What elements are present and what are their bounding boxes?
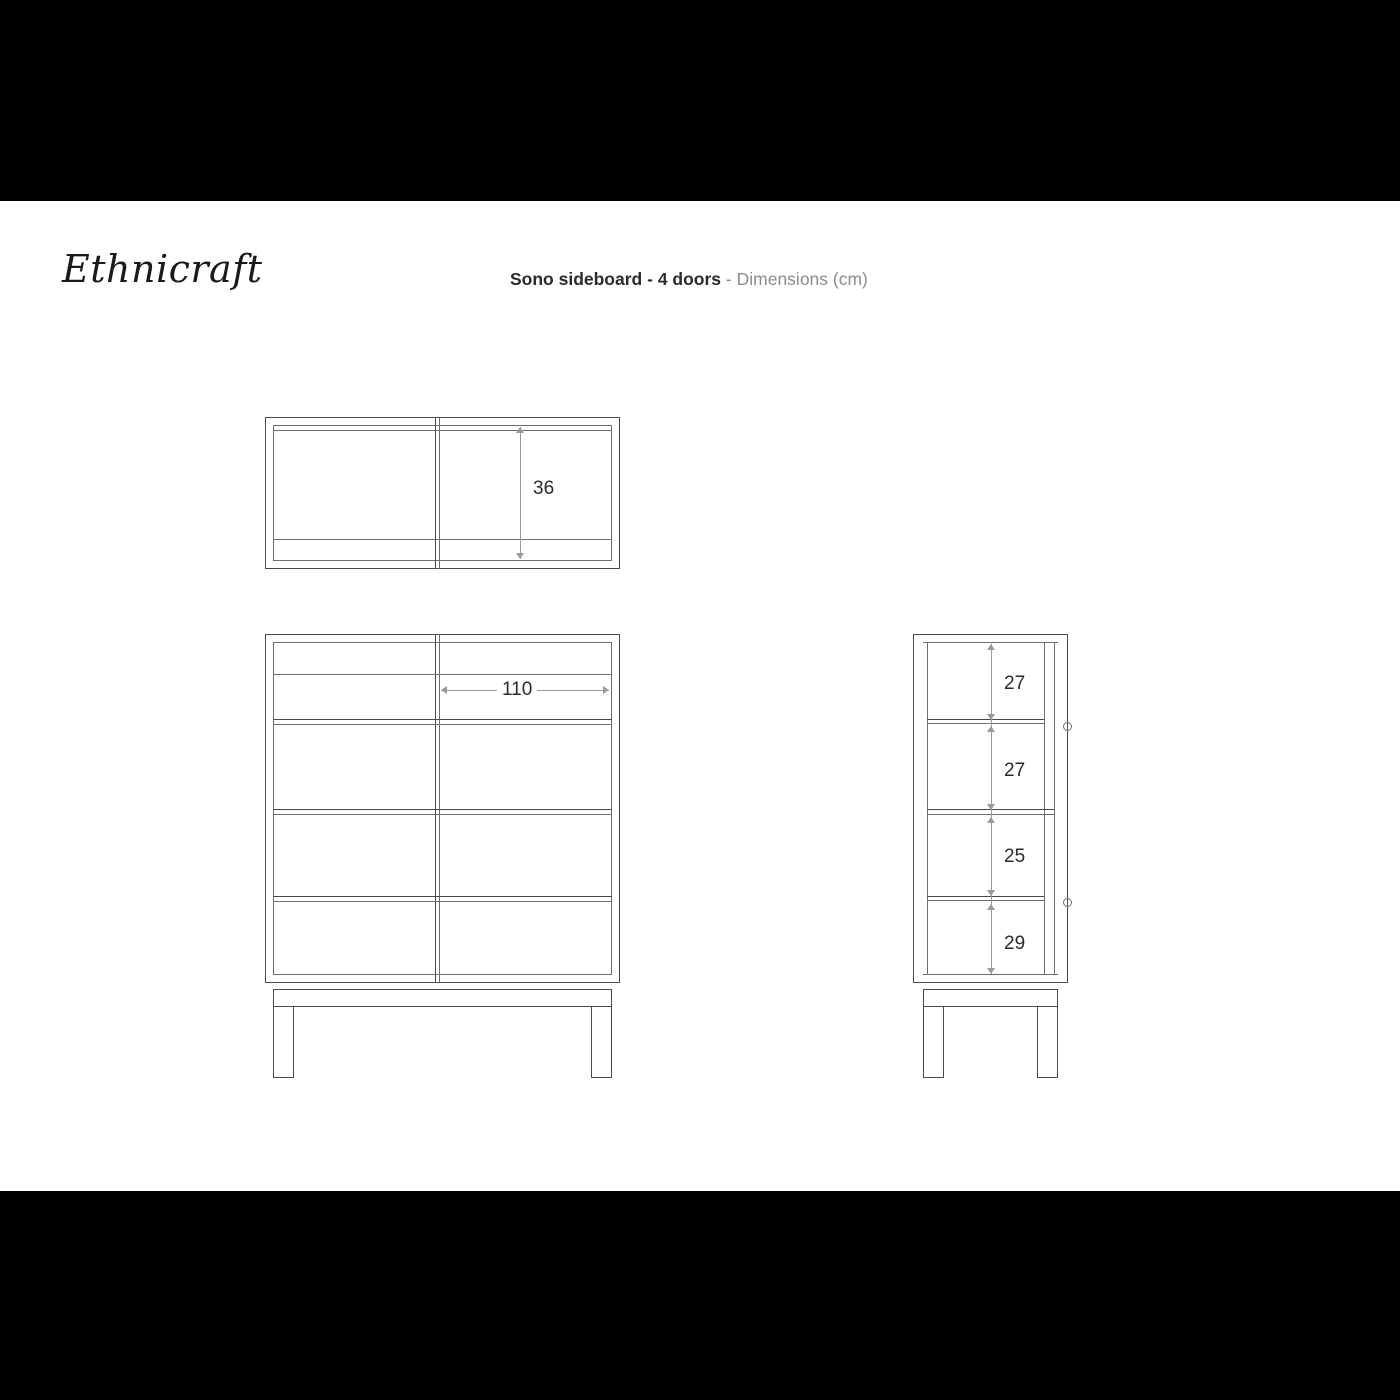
side-view-dim-27b-arrowhead-bottom <box>987 804 995 810</box>
side-view-bottom-inner <box>923 974 1058 975</box>
dimension-label-25: 25 <box>999 845 1030 869</box>
front-view-base-rail-top <box>273 989 612 990</box>
front-view-shelf-3-b <box>273 814 612 815</box>
side-view <box>913 634 1068 1074</box>
title-separator-2: - <box>725 269 732 289</box>
side-view-leg-right-inner <box>1057 1006 1058 1078</box>
side-view-leg-left-inner <box>943 1006 944 1078</box>
hinge-lower-icon <box>1063 898 1072 907</box>
front-view-outline-right <box>619 634 620 983</box>
side-view-dim-25-arrowhead-bottom <box>987 890 995 896</box>
product-variant: 4 doors <box>657 269 722 289</box>
front-view-dim-110-arrowhead-right <box>603 686 609 694</box>
side-view-dim-27a-arrowhead-bottom <box>987 714 995 720</box>
side-view-dim-29-arrowhead-top <box>987 904 995 910</box>
front-view-shelf-4-b <box>273 901 612 902</box>
top-view-outline-right <box>619 417 620 569</box>
title-separator-1: - <box>647 269 653 289</box>
front-view-dim-110-arrowhead-left <box>441 686 447 694</box>
dimension-label-27-upper: 27 <box>999 672 1030 696</box>
top-view-front-rail-line <box>273 539 612 540</box>
side-view-shelf-1 <box>927 719 1044 720</box>
front-view-outline-top <box>265 634 620 635</box>
front-view-shelf-2 <box>273 719 612 720</box>
front-view-shelf-4 <box>273 896 612 897</box>
side-view-outline-top <box>913 634 1068 635</box>
hinge-upper-icon <box>1063 722 1072 731</box>
brand-logo: Ethnicraft <box>62 247 263 291</box>
front-view-leg-left-outer <box>273 1006 274 1078</box>
top-view-left-inner <box>273 425 274 560</box>
front-view <box>265 634 620 1074</box>
side-view-top-inner <box>923 642 1058 643</box>
side-view-dim-25-arrowhead-top <box>987 817 995 823</box>
product-name: Sono sideboard <box>510 269 643 289</box>
side-view-shelf-3 <box>927 896 1044 897</box>
top-view-outline-left <box>265 417 266 569</box>
side-view-base-right <box>1057 989 1058 1007</box>
top-view-right-inner <box>611 425 612 560</box>
side-view-shelf-1-b <box>927 723 1044 724</box>
front-view-leg-left-inner <box>293 1006 294 1078</box>
front-view-leg-right-outer <box>591 1006 592 1078</box>
top-view-front-rail-line-2 <box>273 560 612 561</box>
side-view-outline-bottom <box>913 982 1068 983</box>
dimension-label-36: 36 <box>528 477 559 501</box>
front-view-base-right <box>611 989 612 1007</box>
side-view-leg-left-outer <box>923 1006 924 1078</box>
dimension-label-27-lower: 27 <box>999 759 1030 783</box>
dimension-label-29: 29 <box>999 932 1030 956</box>
front-view-outline-bottom <box>265 982 620 983</box>
top-view <box>265 417 620 569</box>
top-view-dim-36-line <box>520 427 521 559</box>
front-view-top-inner <box>273 642 612 643</box>
top-view-center-divider <box>435 417 436 569</box>
side-view-base-rail-top <box>923 989 1058 990</box>
side-view-base-left <box>923 989 924 1007</box>
front-view-shelf-3 <box>273 809 612 810</box>
dimension-label-110: 110 <box>497 678 537 702</box>
front-view-outline-left <box>265 634 266 983</box>
top-view-back-panel-line-2 <box>273 430 612 431</box>
front-view-shelf-1-a <box>273 674 612 675</box>
top-view-dim-36-arrowhead-bottom <box>516 553 524 559</box>
side-view-dim-27a-arrowhead-top <box>987 644 995 650</box>
front-view-base-left <box>273 989 274 1007</box>
top-view-center-divider-2 <box>439 417 440 569</box>
top-view-back-panel-line <box>273 425 612 426</box>
front-view-leg-left-foot <box>273 1077 294 1078</box>
side-view-outline-right <box>1067 634 1068 983</box>
side-view-leg-right-outer <box>1037 1006 1038 1078</box>
side-view-leg-right-foot <box>1037 1077 1058 1078</box>
front-view-leg-right-inner <box>611 1006 612 1078</box>
top-view-outline-bottom <box>265 568 620 569</box>
front-view-shelf-2-b <box>273 724 612 725</box>
side-view-outline-left <box>913 634 914 983</box>
front-view-base-rail-bottom <box>273 1006 612 1007</box>
side-view-shelf-3-b <box>927 900 1044 901</box>
top-view-dim-36-arrowhead-top <box>516 427 524 433</box>
side-view-leg-left-foot <box>923 1077 944 1078</box>
side-view-dim-29-arrowhead-bottom <box>987 968 995 974</box>
side-view-front-panel-2 <box>1054 642 1055 975</box>
units-label: Dimensions (cm) <box>736 269 868 289</box>
side-view-dim-27b-arrowhead-top <box>987 726 995 732</box>
drawing-sheet <box>0 201 1400 1191</box>
front-view-leg-right-foot <box>591 1077 612 1078</box>
page-title <box>510 269 868 290</box>
front-view-bottom-inner <box>273 974 612 975</box>
top-view-outline-top <box>265 417 620 418</box>
